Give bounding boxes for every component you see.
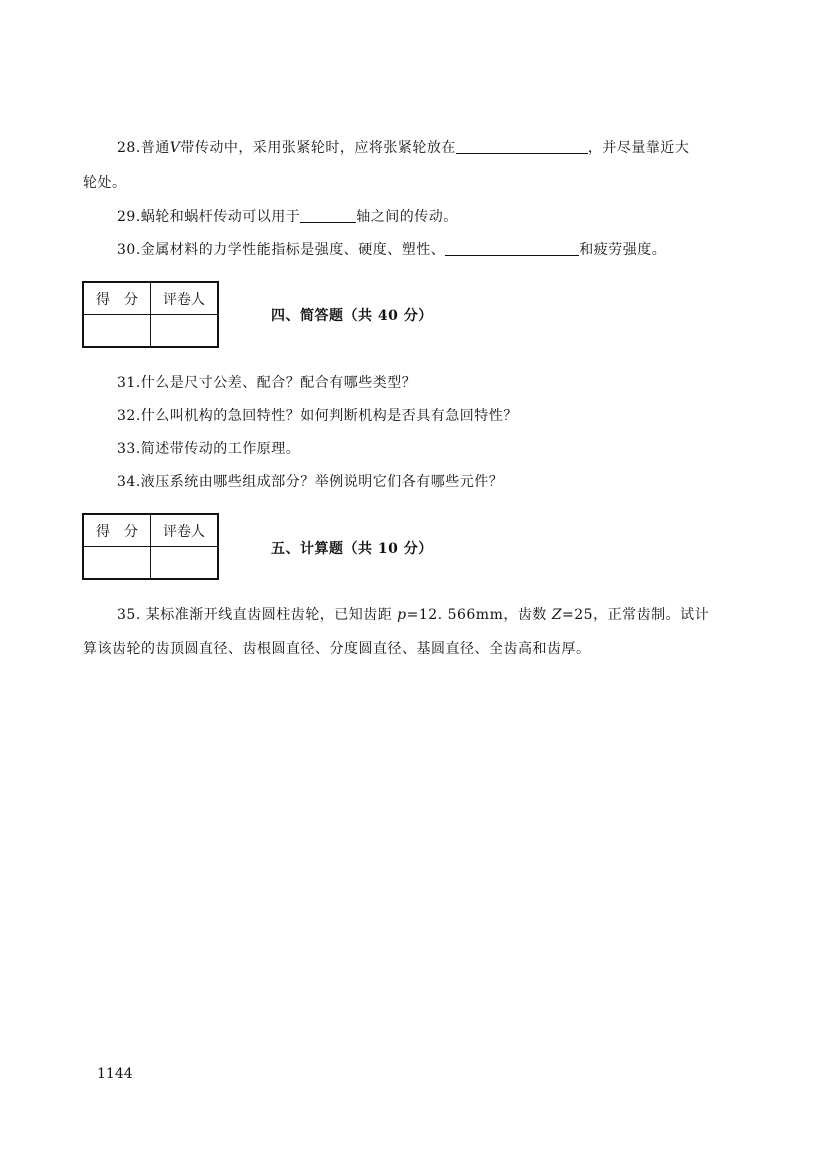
question-32: 32.什么叫机构的急回特性？如何判断机构是否具有急回特性？	[117, 408, 518, 424]
grader-cell[interactable]	[151, 547, 219, 580]
answer-blank-28[interactable]	[456, 139, 588, 154]
grader-label: 评卷人	[151, 282, 219, 315]
score-cell[interactable]	[83, 315, 151, 348]
section-5-title: 五、计算题（共 10 分）	[271, 541, 433, 557]
grader-cell[interactable]	[151, 315, 219, 348]
answer-blank-29[interactable]	[300, 208, 356, 223]
score-label: 得 分	[83, 514, 151, 547]
question-28-line2: 轮处。	[83, 175, 127, 191]
question-34: 34.液压系统由哪些组成部分？举例说明它们各有哪些元件？	[117, 474, 504, 490]
answer-blank-30[interactable]	[445, 241, 579, 256]
score-box-section5	[82, 513, 219, 580]
question-35-line2: 算该齿轮的齿顶圆直径、齿根圆直径、分度圆直径、基圆直径、全齿高和齿厚。	[83, 641, 591, 657]
question-33: 33.简述带传动的工作原理。	[117, 441, 301, 457]
question-28-line1: 28.普通V带传动中，采用张紧轮时，应将张紧轮放在 ，并尽量靠近大	[117, 140, 690, 156]
score-cell[interactable]	[83, 547, 151, 580]
score-label: 得 分	[83, 282, 151, 315]
grader-label: 评卷人	[151, 514, 219, 547]
section-4-title: 四、简答题（共 40 分）	[271, 308, 433, 324]
question-31: 31.什么是尺寸公差、配合？配合有哪些类型？	[117, 375, 417, 391]
question-30: 30.金属材料的力学性能指标是强度、硬度、塑性、 和疲劳强度。	[117, 242, 667, 258]
question-35-line1: 35. 某标准渐开线直齿圆柱齿轮，已知齿距 p=12. 566mm，齿数 Z=25，正常齿制。试计	[117, 607, 710, 623]
page-number: 1144	[97, 1066, 133, 1082]
score-box-section4	[82, 281, 219, 348]
question-29: 29.蜗轮和蜗杆传动可以用于 轴之间的传动。	[117, 209, 458, 225]
